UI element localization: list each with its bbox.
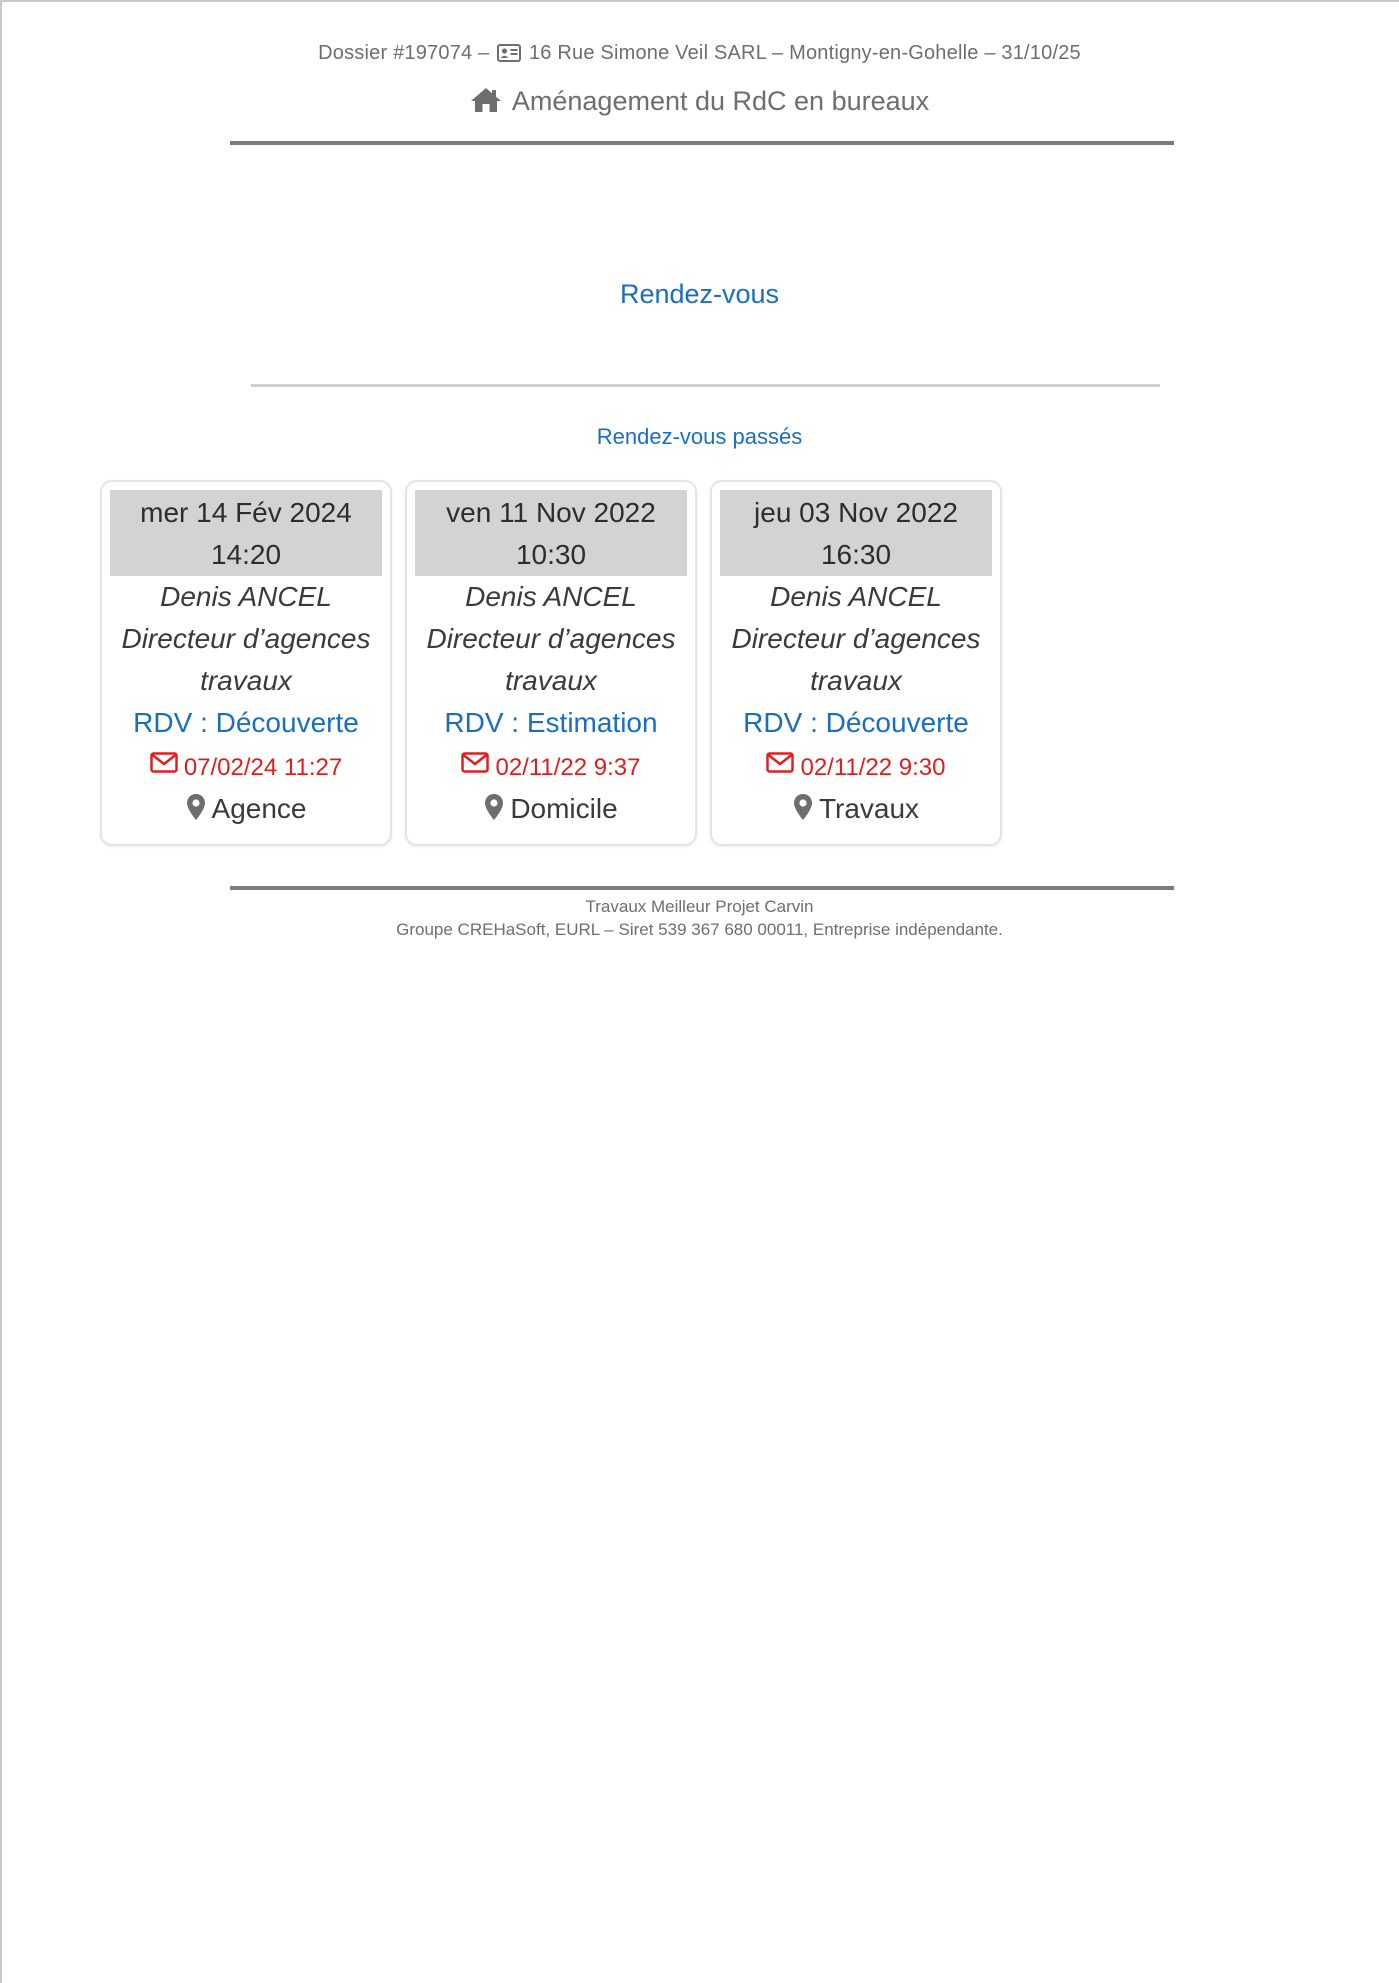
appointment-type-link[interactable]: RDV : Estimation: [444, 707, 658, 738]
appointment-mail: [407, 746, 695, 788]
dossier-address: 16 Rue Simone Veil SARL – Montigny-en-Gohelle – 31/10/25: [528, 42, 1081, 64]
appointment-role: Directeur d’agences travaux: [426, 623, 676, 696]
header-divider: [230, 141, 1174, 145]
appointment-datetime: [110, 490, 382, 576]
appointment-type-link[interactable]: RDV : Découverte: [743, 707, 969, 738]
appointment-mail: [712, 746, 1000, 788]
appointment-date: jeu 03 Nov 2022: [754, 497, 958, 528]
appointment-place-label: Agence: [211, 793, 307, 824]
footer-company: Travaux Meilleur Projet Carvin: [585, 897, 814, 916]
id-card-icon: [497, 44, 521, 68]
appointment-type-link[interactable]: RDV : Découverte: [133, 707, 359, 738]
section-divider: [251, 384, 1160, 387]
appointment-mail-date: 07/02/24 11:27: [183, 754, 343, 781]
dossier-number: Dossier #197074 –: [318, 42, 490, 64]
appointment-place: [102, 788, 390, 833]
footer-legal: Groupe CREHaSoft, EURL – Siret 539 367 680 00011, Entreprise indépendante.: [396, 920, 1003, 939]
appointment-time: 14:20: [210, 539, 282, 570]
appointment-role: Directeur d’agences travaux: [731, 623, 981, 696]
map-pin-icon: [793, 791, 813, 833]
map-pin-icon: [484, 791, 504, 833]
dossier-header: [0, 42, 1399, 68]
appointment-place: [712, 788, 1000, 833]
envelope-icon: [461, 746, 489, 786]
appointment-mail-date: 02/11/22 9:37: [495, 754, 641, 781]
appointment-person: Denis ANCEL: [465, 581, 637, 612]
appointment-time: 16:30: [820, 539, 892, 570]
appointment-datetime: [720, 490, 992, 576]
project-title-row: [0, 86, 1399, 120]
appointment-card: [710, 480, 1002, 846]
footer-divider: [230, 886, 1174, 890]
appointment-mail: [102, 746, 390, 788]
appointment-time: 10:30: [515, 539, 587, 570]
appointment-datetime: [415, 490, 687, 576]
appointment-date: ven 11 Nov 2022: [446, 497, 656, 528]
project-title: Aménagement du RdC en bureaux: [511, 86, 930, 116]
home-icon: [470, 87, 502, 120]
appointment-place-label: Travaux: [818, 793, 920, 824]
appointment-card: [100, 480, 392, 846]
appointment-mail-date: 02/11/22 9:30: [800, 754, 946, 781]
appointment-place: [407, 788, 695, 833]
appointment-person: Denis ANCEL: [770, 581, 942, 612]
section-title: Rendez-vous: [619, 279, 780, 309]
appointment-card: [405, 480, 697, 846]
appointment-place-label: Domicile: [510, 793, 618, 824]
appointment-role: Directeur d’agences travaux: [121, 623, 371, 696]
appointment-date: mer 14 Fév 2024: [140, 497, 352, 528]
envelope-icon: [766, 746, 794, 786]
map-pin-icon: [186, 791, 206, 833]
envelope-icon: [150, 746, 178, 786]
appointment-person: Denis ANCEL: [160, 581, 332, 612]
subsection-title: Rendez-vous passés: [596, 424, 803, 449]
